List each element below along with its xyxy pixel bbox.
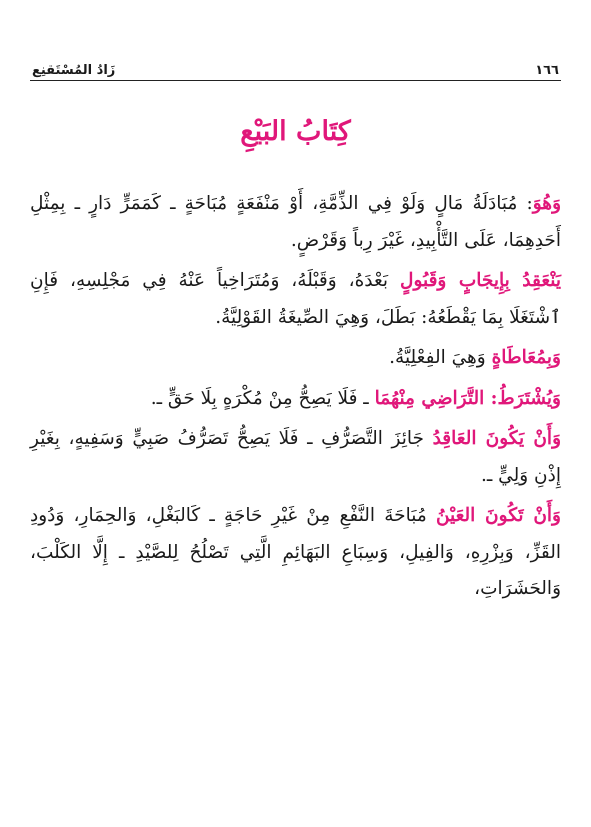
- matn-highlight: وَهُوَ: [532, 193, 561, 214]
- book-title: زَادُ المُسْتَقنِع: [32, 63, 116, 78]
- paragraph: [30, 186, 561, 259]
- matn-highlight: وَبِمُعَاطَاةٍ: [491, 347, 561, 368]
- matn-highlight: وَيُشْتَرَطُ: التَّرَاضِي مِنْهُمَا: [374, 387, 561, 409]
- matn-highlight: وَأَنْ تَكُونَ العَيْنُ: [435, 505, 561, 526]
- chapter-title: كِتَابُ البَيْعِ: [240, 116, 351, 147]
- page-number: ١٦٦: [535, 63, 559, 78]
- paragraph: [30, 340, 561, 377]
- paragraph-text: جَائِزَ التَّصَرُّفِ ـ فَلَا يَصِحُّ تَصَرُّفُ صَبِيٍّ وَسَفِيهٍ، بِغَيْرِ إِذْنِ وَلِيٍّ ـ.: [30, 428, 561, 486]
- paragraph: [30, 498, 561, 608]
- paragraph-text: وَهِيَ الفِعْلِيَّةُ.: [389, 347, 492, 368]
- paragraph-text: ـ فَلَا يَصِحُّ مِنْ مُكْرَهٍ بِلَا حَقٍّ ـ.: [150, 387, 375, 409]
- matn-highlight: وَأَنْ يَكُونَ العَاقِدُ: [432, 428, 561, 449]
- paragraph-text: : مُبَادَلَةُ مَالٍ وَلَوْ فِي الذِّمَّةِ، أَوْ مَنْفَعَةٍ مُبَاحَةٍ ـ كَمَمَرٍّ دَارٍ ـ بِمِثْلِ أَحَدِهِمَا، عَلَى التَّأْبِيدِ، غَيْرَ رِباً وَقَرْضٍ.: [30, 193, 561, 251]
- running-header: [32, 54, 559, 78]
- matn-highlight: يَنْعَقِدُ بِإِيجَابٍ وَقَبُولٍ: [400, 270, 561, 291]
- paragraph: [30, 381, 561, 418]
- paragraph: [30, 263, 561, 336]
- paragraph: [30, 421, 561, 494]
- paragraph-text: مُبَاحَةَ النَّفْعِ مِنْ غَيْرِ حَاجَةٍ ـ كَالبَغْلِ، وَالحِمَارِ، وَدُودِ القَزِّ، وَبِزْرِهِ، وَالفِيلِ، وَسِبَاعِ البَهَائِمِ الَّتِي تَصْلُحُ لِلصَّيْدِ ـ إِلَّا الكَلْبَ، وَالحَشَرَاتِ،: [30, 505, 561, 599]
- paragraph-text: بَعْدَهُ، وَقَبْلَهُ، وَمُتَرَاخِياً عَنْهُ فِي مَجْلِسِهِ، فَإِنِ ٱشْتَغَلَا بِمَا يَقْطَعُهُ: بَطَلَ، وَهِيَ الصِّيغَةُ القَوْلِيَّةُ.: [30, 270, 561, 328]
- header-rule: [30, 80, 561, 81]
- body-text: [30, 186, 561, 608]
